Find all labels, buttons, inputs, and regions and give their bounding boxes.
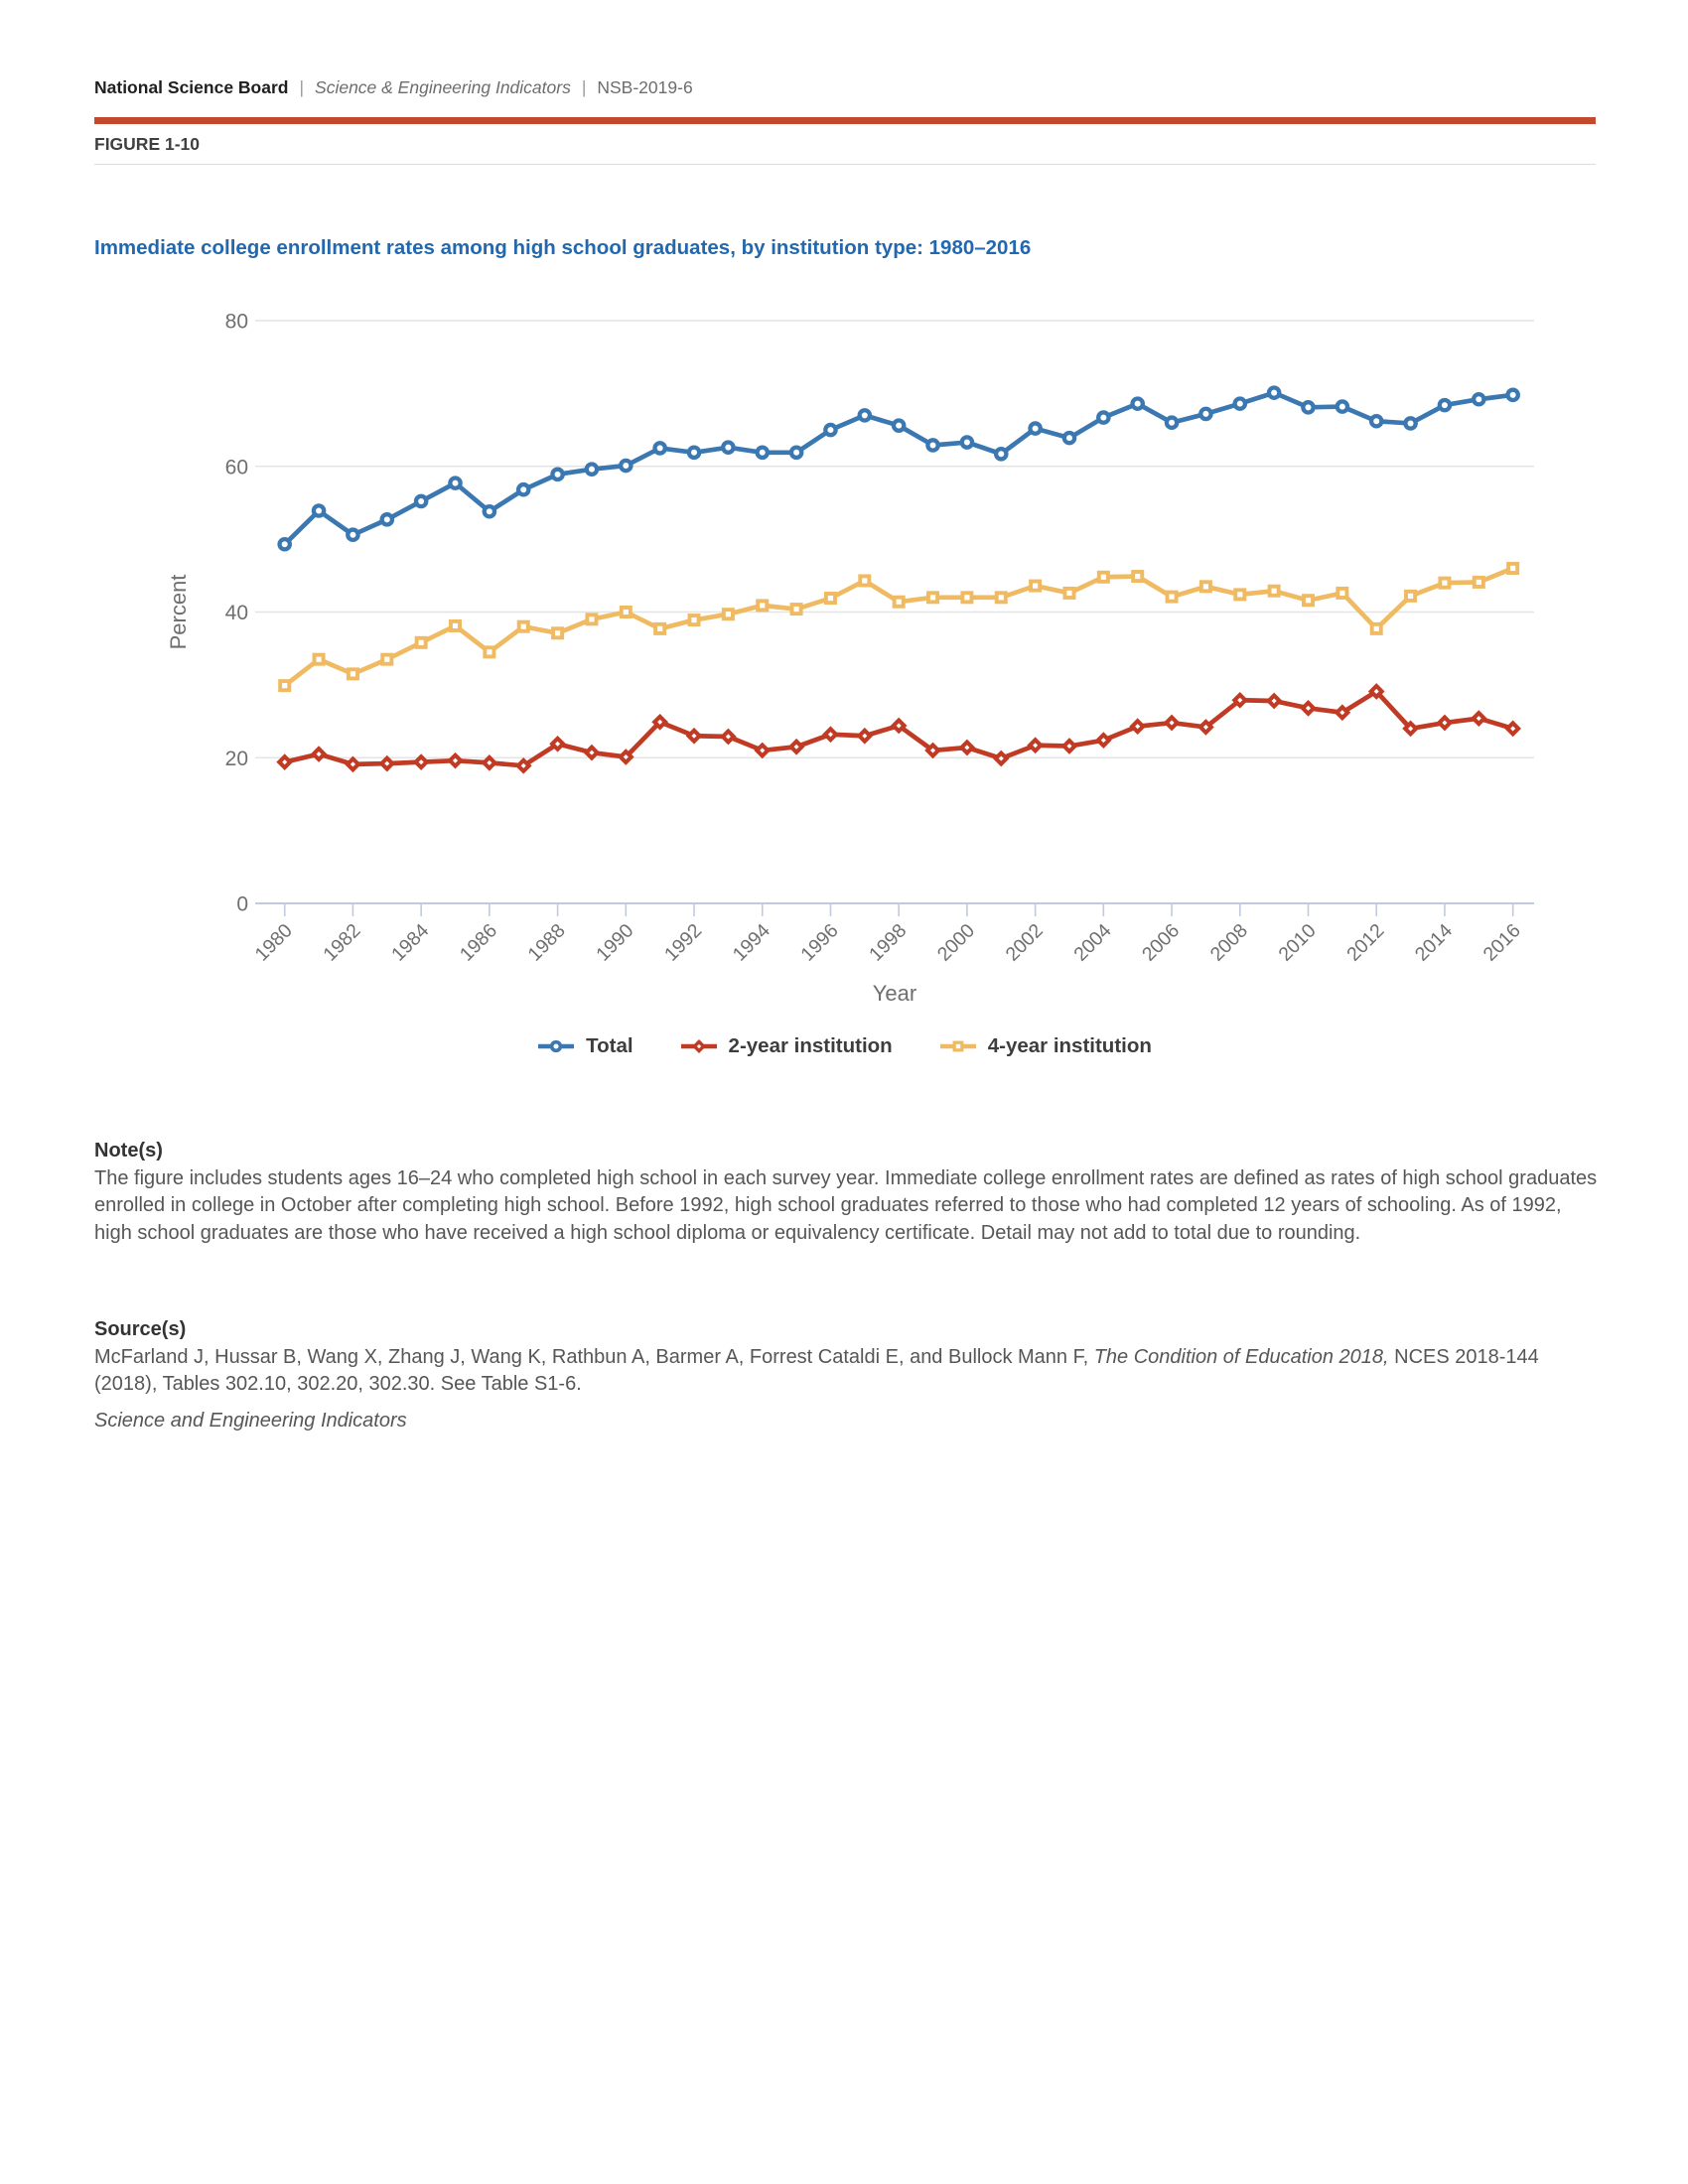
- data-point-square: [1166, 591, 1179, 604]
- legend-label: Total: [586, 1034, 633, 1057]
- data-point-square: [347, 667, 359, 680]
- data-point-diamond: [1129, 718, 1146, 735]
- data-point-square: [620, 606, 633, 618]
- svg-text:2004: 2004: [1069, 919, 1116, 966]
- data-point-square: [790, 603, 803, 615]
- data-point-diamond: [311, 746, 328, 762]
- data-point-diamond: [276, 753, 293, 770]
- data-point-diamond: [754, 743, 771, 759]
- report-id: NSB-2019-6: [597, 77, 693, 97]
- data-point-square: [926, 591, 939, 604]
- data-point-square: [1233, 588, 1246, 601]
- svg-text:60: 60: [224, 456, 248, 479]
- data-point-square: [858, 574, 871, 587]
- data-point-diamond: [720, 729, 737, 746]
- accent-bar: [94, 117, 1596, 124]
- svg-text:20: 20: [224, 747, 248, 770]
- sources-detail: NCES 2018-144 (2018), Tables 302.10, 302.20, 302.30. See Table S1-6.: [94, 1345, 1539, 1395]
- data-point-square: [585, 613, 598, 625]
- data-point-square: [960, 591, 973, 604]
- svg-text:2010: 2010: [1274, 919, 1321, 966]
- header-divider: [94, 164, 1596, 165]
- data-point-diamond: [692, 1039, 706, 1053]
- data-point-square: [1268, 585, 1281, 598]
- data-point-diamond: [447, 752, 464, 769]
- chart-legend: [0, 1034, 1688, 1058]
- data-point-square: [1302, 594, 1315, 607]
- svg-text:1996: 1996: [796, 919, 843, 966]
- data-point-diamond: [1300, 700, 1317, 717]
- data-point-square: [688, 614, 701, 626]
- data-point-square: [1199, 580, 1212, 593]
- y-axis-title: Percent: [166, 574, 191, 650]
- data-point-diamond: [413, 753, 430, 770]
- legend-item-2-year-institution: [679, 1034, 893, 1058]
- footer-publication: Science and Engineering Indicators: [94, 1410, 407, 1432]
- svg-text:1990: 1990: [592, 919, 638, 966]
- data-point-diamond: [822, 726, 839, 743]
- data-point-square: [380, 653, 393, 666]
- legend-swatch: [679, 1036, 719, 1056]
- data-point-square: [1097, 571, 1110, 584]
- figure-label: FIGURE 1-10: [94, 134, 200, 154]
- svg-text:2000: 2000: [932, 919, 980, 966]
- header-separator: |: [299, 77, 305, 97]
- svg-text:40: 40: [224, 602, 248, 624]
- legend-label: 4-year institution: [987, 1034, 1152, 1057]
- notes-section: [94, 1138, 1598, 1247]
- sources-section: [94, 1316, 1598, 1399]
- data-point-diamond: [1437, 715, 1454, 732]
- data-point-square: [1131, 570, 1144, 583]
- data-point-square: [415, 636, 428, 649]
- svg-text:1982: 1982: [319, 919, 365, 966]
- enrollment-chart: [0, 288, 1688, 1023]
- svg-text:1992: 1992: [659, 919, 707, 966]
- data-point-diamond: [1266, 693, 1283, 710]
- legend-item-4-year-institution: [938, 1034, 1152, 1058]
- data-point-square: [952, 1041, 963, 1052]
- sources-body: [94, 1344, 1598, 1399]
- svg-text:1986: 1986: [455, 919, 502, 966]
- data-point-diamond: [1471, 710, 1487, 727]
- org-name: National Science Board: [94, 77, 289, 97]
- data-point-square: [1029, 580, 1042, 593]
- chart-svg: [0, 288, 1688, 1023]
- data-point-diamond: [345, 756, 361, 773]
- svg-text:2012: 2012: [1342, 919, 1389, 966]
- header-separator-2: |: [581, 77, 587, 97]
- data-point-square: [1506, 562, 1519, 575]
- y-gridlines: [255, 321, 1534, 757]
- svg-text:1980: 1980: [250, 919, 297, 966]
- x-axis-labels: [251, 919, 1525, 965]
- svg-text:2014: 2014: [1410, 919, 1458, 966]
- svg-text:2016: 2016: [1478, 919, 1525, 966]
- data-point-square: [1473, 576, 1485, 589]
- svg-text:1998: 1998: [865, 919, 912, 966]
- svg-text:2002: 2002: [1001, 919, 1048, 966]
- data-point-square: [1404, 590, 1417, 603]
- x-axis-ticks: [285, 903, 1513, 916]
- data-point-square: [517, 620, 530, 633]
- data-point-diamond: [856, 728, 873, 745]
- data-point-square: [893, 596, 906, 609]
- data-point-square: [1336, 587, 1348, 600]
- svg-text:1984: 1984: [387, 919, 434, 966]
- figure-title: Immediate college enrollment rates among high school graduates, by institution type: 1980–2016: [94, 236, 1032, 259]
- data-point-square: [995, 591, 1008, 604]
- svg-text:80: 80: [224, 310, 248, 334]
- series-4-year-institution: [278, 562, 1519, 692]
- notes-heading: Note(s): [94, 1140, 163, 1161]
- data-point-square: [278, 679, 291, 692]
- data-point-diamond: [1061, 738, 1078, 754]
- data-point-diamond: [959, 740, 976, 756]
- series-total: [277, 385, 1520, 551]
- data-point-square: [1438, 577, 1451, 590]
- sources-authors: McFarland J, Hussar B, Wang X, Zhang J, Wang K, Rathbun A, Barmer A, Forrest Cataldi E, and Bullock Mann F,: [94, 1345, 1094, 1368]
- series-2-year-institution: [276, 683, 1521, 774]
- legend-label: 2-year institution: [728, 1034, 893, 1057]
- data-point-square: [722, 608, 735, 620]
- data-point-square: [483, 645, 495, 658]
- legend-item-total: [536, 1034, 633, 1058]
- svg-text:2008: 2008: [1205, 919, 1252, 966]
- data-point-square: [313, 653, 326, 666]
- data-point-square: [756, 599, 769, 612]
- source-publication-title: The Condition of Education 2018,: [1093, 1345, 1389, 1368]
- legend-swatch: [938, 1036, 978, 1056]
- sources-heading: Source(s): [94, 1318, 187, 1340]
- svg-text:2006: 2006: [1138, 919, 1185, 966]
- data-point-diamond: [686, 728, 703, 745]
- page-header: [94, 77, 693, 98]
- data-point-square: [824, 592, 837, 605]
- publication-name: Science & Engineering Indicators: [315, 77, 571, 97]
- svg-text:1988: 1988: [523, 919, 570, 966]
- data-point-diamond: [1095, 732, 1112, 749]
- x-axis-title: Year: [872, 981, 917, 1006]
- data-point-square: [1370, 622, 1383, 635]
- data-point-diamond: [1504, 721, 1521, 738]
- data-point-square: [1062, 587, 1075, 600]
- legend-swatch: [536, 1036, 576, 1056]
- data-point-diamond: [1164, 715, 1181, 732]
- data-point-diamond: [788, 739, 805, 755]
- notes-body: The figure includes students ages 16–24 who completed high school in each survey year. Immediate college enrollment rates are defined as rates of high school graduates enrolled in college in October after completing high school. Before 1992, high school graduates referred to those who had completed 12 years of schooling. As of 1992, high school graduates are those who have received a high school diploma or equivalency certificate. Detail may not add to total due to rounding.: [94, 1166, 1598, 1244]
- data-point-square: [449, 619, 462, 632]
- data-point-square: [551, 626, 564, 639]
- svg-text:1994: 1994: [728, 919, 774, 966]
- data-point-square: [653, 622, 666, 635]
- data-point-diamond: [1027, 737, 1044, 753]
- svg-text:0: 0: [236, 892, 248, 916]
- y-axis-labels: [225, 311, 248, 916]
- data-point-diamond: [993, 751, 1010, 767]
